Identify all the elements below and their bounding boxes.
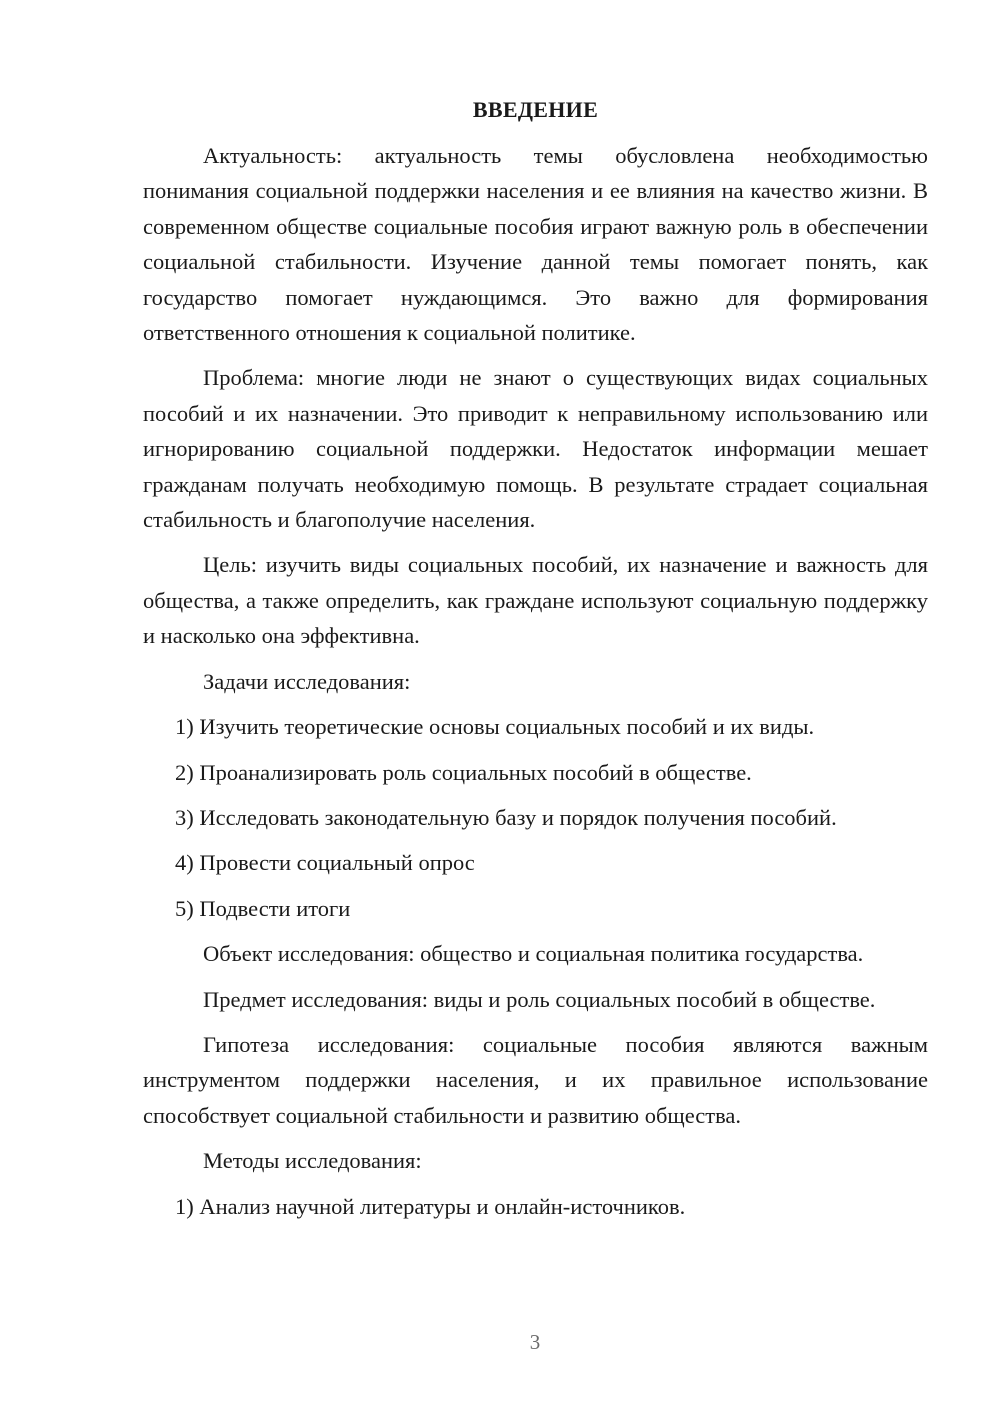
task-item-3: 3) Исследовать законодательную базу и порядок получения пособий. (175, 804, 837, 830)
page-title: ВВЕДЕНИЕ (472, 97, 599, 122)
tasks-heading: Задачи исследования: (203, 668, 411, 694)
page-number: 3 (529, 1330, 541, 1354)
task-item-5: 5) Подвести итоги (175, 895, 351, 921)
subject-paragraph: Предмет исследования: виды и роль социальных пособий в обществе. (203, 986, 876, 1012)
method-item-1: 1) Анализ научной литературы и онлайн-источников. (175, 1193, 686, 1219)
relevance-paragraph: Актуальность: актуальность темы обусловлена необходимостью понимания социальной поддержки населения и ее влияния на качество жизни. В современном обществе социальные пособия играют важную роль в обеспечении социальной стабильности. Изучение данной темы помогает понять, как государство помогает нуждающимся. Это важно для формирования ответственного отношения к социальной политике. (143, 143, 928, 346)
hypothesis-paragraph: Гипотеза исследования: социальные пособия являются важным инструментом поддержки населения, и их правильное использование способствует социальной стабильности и развитию общества. (143, 1031, 928, 1128)
goal-paragraph: Цель: изучить виды социальных пособий, их назначение и важность для общества, а также определить, как граждане используют социальную поддержку и насколько она эффективна. (143, 552, 928, 649)
task-item-4: 4) Провести социальный опрос (175, 850, 475, 876)
object-paragraph: Объект исследования: общество и социальная политика государства. (203, 941, 864, 967)
document-page (143, 92, 928, 1234)
problem-paragraph: Проблема: многие люди не знают о существующих видах социальных пособий и их назначении. Это приводит к неправильному использованию или игнорированию социальной поддержки. Недостаток информации мешает гражданам получать необходимую помощь. В результате страдает социальная стабильность и благополучие населения. (143, 365, 928, 533)
task-item-1: 1) Изучить теоретические основы социальных пособий и их виды. (175, 714, 815, 740)
methods-heading: Методы исследования: (203, 1148, 422, 1174)
task-item-2: 2) Проанализировать роль социальных пособий в обществе. (175, 759, 752, 785)
